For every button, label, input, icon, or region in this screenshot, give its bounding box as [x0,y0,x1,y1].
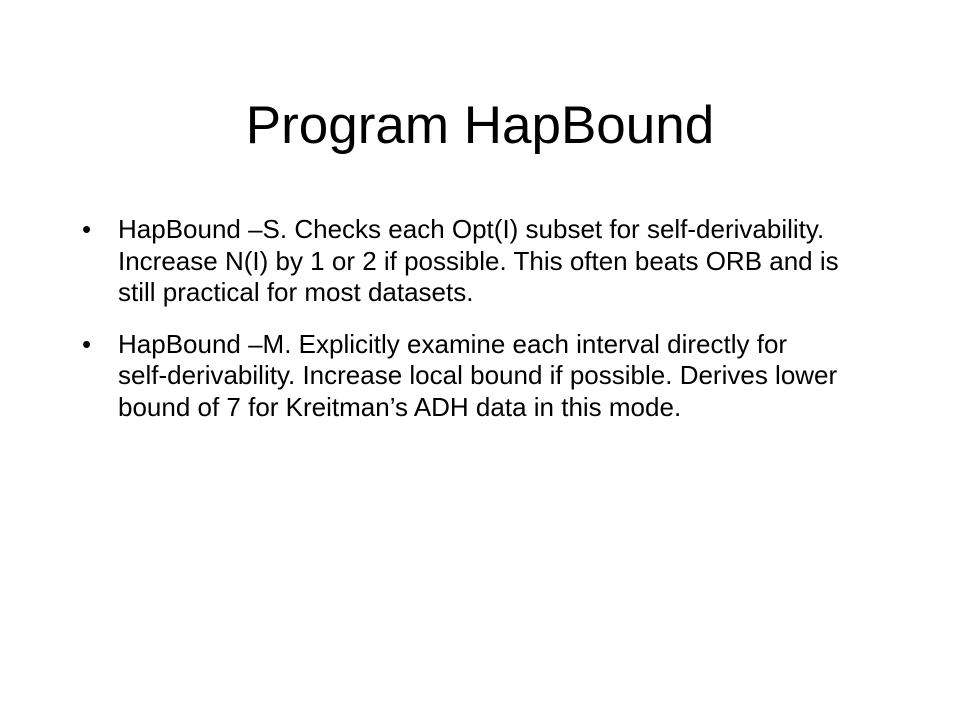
bullet-text: HapBound –S. Checks each Opt(I) subset for self-derivability. Increase N(I) by 1 or 2 if possible. This often beats ORB and is still practical for most datasets. [118,214,839,307]
bullet-icon: • [82,328,92,359]
bullet-item-hapbound-s [80,214,840,309]
bullet-icon: • [82,214,92,244]
bullet-item-hapbound-m [80,329,840,424]
bullet-text: HapBound –M. Explicitly examine each interval directly for self-derivability. Increase local bound if possible. Derives lower bound of 7 for Kreitman’s ADH data in this mode. [118,328,838,422]
slide-title: Program HapBound [245,96,715,155]
bullet-list [80,214,840,443]
